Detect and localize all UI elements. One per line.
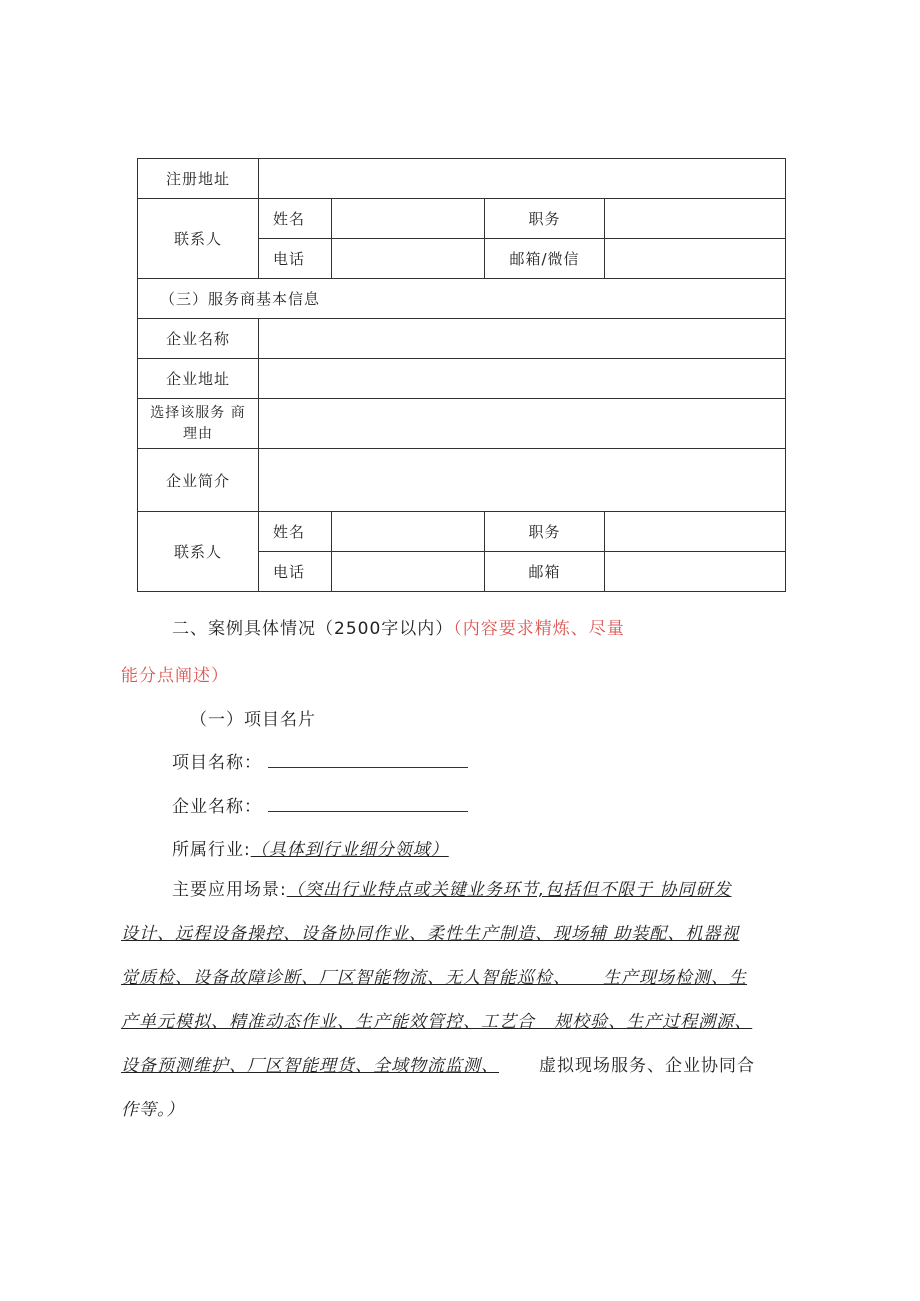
phone-label: 电话: [259, 239, 332, 279]
provider-company-address-row: [138, 359, 786, 399]
provider-email-label: 邮箱: [485, 552, 605, 592]
reg-address-row: [138, 159, 786, 199]
scenario-text-1: （突出行业特点或关键业务环节,包括但不限于 协同研发: [286, 880, 732, 900]
scenario-line-1: [121, 868, 811, 912]
project-name-label: 项目名称：: [172, 753, 262, 773]
email-wechat-field[interactable]: [605, 239, 786, 279]
case-heading-note-cont: 能分点阐述）: [121, 666, 229, 686]
case-heading: [172, 614, 625, 639]
provider-name-field[interactable]: [332, 512, 485, 552]
industry-line: [172, 835, 449, 860]
project-name-line: [172, 748, 468, 773]
scenario-text-3: 觉质检、设备故障诊断、厂区智能物流、无人智能巡检、 生产现场检测、生: [121, 968, 748, 988]
provider-reason-field[interactable]: [259, 399, 786, 449]
scenario-line-6: [121, 1088, 811, 1132]
info-form-table: [137, 158, 786, 592]
provider-intro-field[interactable]: [259, 449, 786, 512]
company-name-line: [172, 792, 468, 817]
provider-intro-label: 企业简介: [138, 449, 259, 512]
scenario-line-3: [121, 956, 811, 1000]
scenario-text-4: 产单元模拟、精准动态作业、生产能效管控、工艺合 规校验、生产过程溯源、: [121, 1012, 753, 1032]
case-heading-note: （内容要求精炼、尽量: [453, 619, 625, 639]
provider-reason-row: [138, 399, 786, 449]
provider-phone-label: 电话: [259, 552, 332, 592]
case-heading-text: 二、案例具体情况（2500字以内）: [172, 619, 454, 639]
project-name-input[interactable]: [268, 753, 468, 768]
scenario-line-4: [121, 1000, 811, 1044]
scenario-line-2: [121, 912, 811, 956]
provider-company-name-label: 企业名称: [138, 319, 259, 359]
provider-section-row: [138, 279, 786, 319]
scenario-label: 主要应用场景:: [172, 880, 287, 900]
name-field[interactable]: [332, 199, 485, 239]
provider-company-address-label: 企业地址: [138, 359, 259, 399]
reason-label-line2: 理由: [183, 425, 213, 442]
provider-position-field[interactable]: [605, 512, 786, 552]
provider-company-address-field[interactable]: [259, 359, 786, 399]
scenario-text-5b: 虚拟现场服务、企业协同合: [539, 1056, 755, 1076]
position-field[interactable]: [605, 199, 786, 239]
name-label: 姓名: [259, 199, 332, 239]
provider-email-field[interactable]: [605, 552, 786, 592]
provider-contact-label: 联系人: [138, 512, 259, 592]
reason-label-line1: 选择该服务 商: [150, 404, 246, 421]
provider-company-name-field[interactable]: [259, 319, 786, 359]
provider-reason-label: [138, 399, 259, 449]
provider-phone-field[interactable]: [332, 552, 485, 592]
scenario-text-5a: 设备预测维护、厂区智能理货、全域物流监测、: [121, 1056, 499, 1076]
email-wechat-label: 邮箱/微信: [485, 239, 605, 279]
position-label: 职务: [485, 199, 605, 239]
reg-address-label: 注册地址: [138, 159, 259, 199]
contact-label: 联系人: [138, 199, 259, 279]
contact-row-1: [138, 199, 786, 239]
provider-position-label: 职务: [485, 512, 605, 552]
project-card-heading: （一）项目名片: [190, 710, 316, 730]
phone-field[interactable]: [332, 239, 485, 279]
provider-intro-row: [138, 449, 786, 512]
industry-hint: （具体到行业细分领域）: [250, 840, 449, 860]
provider-name-label: 姓名: [259, 512, 332, 552]
scenario-text-6: 作等。）: [121, 1100, 185, 1120]
reg-address-field[interactable]: [259, 159, 786, 199]
provider-contact-row-1: [138, 512, 786, 552]
scenario-text-2: 设计、远程设备操控、设备协同作业、柔性生产制造、现场辅 助装配、机器视: [121, 924, 740, 944]
scenario-line-5: [121, 1044, 811, 1088]
scenario-paragraph: [121, 868, 811, 1132]
company-name-label: 企业名称：: [172, 797, 262, 817]
company-name-input[interactable]: [268, 797, 468, 812]
provider-section-title: （三）服务商基本信息: [138, 279, 786, 319]
industry-label: 所属行业:: [172, 840, 251, 860]
provider-company-name-row: [138, 319, 786, 359]
